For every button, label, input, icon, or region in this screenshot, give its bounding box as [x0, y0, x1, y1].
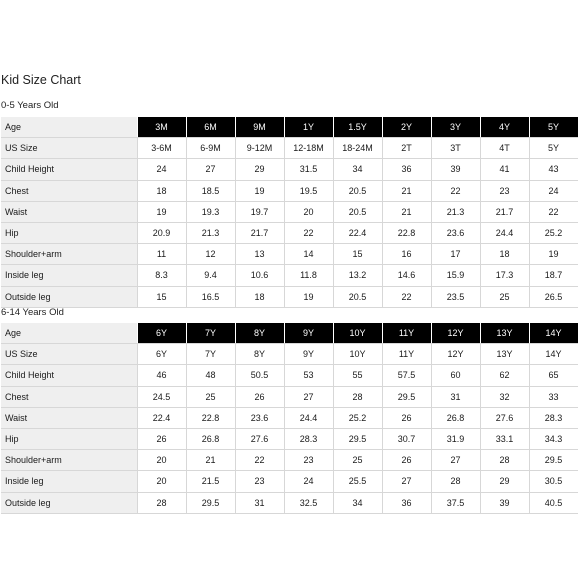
table-cell: 22 [235, 450, 284, 471]
page-title: Kid Size Chart [1, 73, 81, 87]
table-cell: 24.5 [137, 386, 186, 407]
row-label: Chest [1, 386, 137, 407]
table-cell: 17 [431, 244, 480, 265]
table-cell: 29.5 [333, 428, 382, 449]
table-cell: 25 [480, 286, 529, 307]
table-cell: 22 [431, 180, 480, 201]
size-table-0-5-years [1, 117, 578, 308]
table-cell: 13.2 [333, 265, 382, 286]
table-cell: 26.8 [431, 407, 480, 428]
table-cell: 18 [480, 244, 529, 265]
table-cell: 12Y [431, 344, 480, 365]
table-cell: 26 [137, 428, 186, 449]
table-row [1, 201, 578, 222]
table-cell: 28 [137, 492, 186, 513]
row-label: Outside leg [1, 286, 137, 307]
table-cell: 23.6 [235, 407, 284, 428]
table-cell: 13Y [480, 344, 529, 365]
column-header: 13Y [480, 323, 529, 344]
table-cell: 25.2 [529, 222, 578, 243]
table-cell: 21.5 [186, 471, 235, 492]
table-row [1, 180, 578, 201]
table-cell: 19 [235, 180, 284, 201]
table-cell: 21.3 [431, 201, 480, 222]
table-cell: 18 [137, 180, 186, 201]
table-cell: 28 [333, 386, 382, 407]
table-cell: 39 [480, 492, 529, 513]
table-cell: 26.5 [529, 286, 578, 307]
row-label: Hip [1, 428, 137, 449]
table-cell: 7Y [186, 344, 235, 365]
table-header-row [1, 117, 578, 138]
table-cell: 36 [382, 159, 431, 180]
column-header: 2Y [382, 117, 431, 138]
table-cell: 34 [333, 492, 382, 513]
row-label: Shoulder+arm [1, 244, 137, 265]
table-cell: 19.7 [235, 201, 284, 222]
table-cell: 20 [137, 471, 186, 492]
table-cell: 3T [431, 138, 480, 159]
table-cell: 19.5 [284, 180, 333, 201]
table-cell: 9-12M [235, 138, 284, 159]
table-cell: 39 [431, 159, 480, 180]
table-cell: 37.5 [431, 492, 480, 513]
table-cell: 23 [480, 180, 529, 201]
table-cell: 31.5 [284, 159, 333, 180]
table-cell: 10.6 [235, 265, 284, 286]
column-header: 6M [186, 117, 235, 138]
table-cell: 31 [431, 386, 480, 407]
table-cell: 40.5 [529, 492, 578, 513]
table-cell: 27 [431, 450, 480, 471]
table-cell: 23.6 [431, 222, 480, 243]
table-cell: 15 [333, 244, 382, 265]
table-cell: 28.3 [529, 407, 578, 428]
table-cell: 6-9M [186, 138, 235, 159]
table-cell: 8Y [235, 344, 284, 365]
table-cell: 15.9 [431, 265, 480, 286]
table-row [1, 428, 578, 449]
table-cell: 14 [284, 244, 333, 265]
table-row [1, 222, 578, 243]
table-cell: 20.5 [333, 201, 382, 222]
column-header: 3Y [431, 117, 480, 138]
column-header: 10Y [333, 323, 382, 344]
section-title-6-14-years: 6-14 Years Old [1, 307, 64, 318]
table-cell: 25 [186, 386, 235, 407]
row-label: Inside leg [1, 471, 137, 492]
table-row [1, 492, 578, 513]
table-cell: 20 [284, 201, 333, 222]
column-header: 8Y [235, 323, 284, 344]
column-header: 1Y [284, 117, 333, 138]
table-cell: 5Y [529, 138, 578, 159]
table-row [1, 471, 578, 492]
table-cell: 20.9 [137, 222, 186, 243]
table-cell: 43 [529, 159, 578, 180]
column-header: 5Y [529, 117, 578, 138]
table-cell: 22 [529, 201, 578, 222]
table-cell: 34.3 [529, 428, 578, 449]
table-cell: 21.7 [235, 222, 284, 243]
table-cell: 26.8 [186, 428, 235, 449]
table-cell: 29 [235, 159, 284, 180]
table-cell: 18.5 [186, 180, 235, 201]
table-cell: 8.3 [137, 265, 186, 286]
table-cell: 27.6 [480, 407, 529, 428]
table-cell: 14.6 [382, 265, 431, 286]
column-header: 4Y [480, 117, 529, 138]
table-cell: 9.4 [186, 265, 235, 286]
row-label: Child Height [1, 159, 137, 180]
table-cell: 32.5 [284, 492, 333, 513]
table-cell: 13 [235, 244, 284, 265]
table-cell: 31.9 [431, 428, 480, 449]
table-cell: 25.2 [333, 407, 382, 428]
table-cell: 30.7 [382, 428, 431, 449]
table-cell: 33.1 [480, 428, 529, 449]
table-cell: 26 [382, 407, 431, 428]
table-cell: 28 [480, 450, 529, 471]
table-cell: 28 [431, 471, 480, 492]
table-cell: 27.6 [235, 428, 284, 449]
table-cell: 22.8 [382, 222, 431, 243]
column-header: 11Y [382, 323, 431, 344]
table-cell: 28.3 [284, 428, 333, 449]
table-cell: 24.4 [480, 222, 529, 243]
table-row [1, 450, 578, 471]
table-cell: 20.5 [333, 180, 382, 201]
column-header: 6Y [137, 323, 186, 344]
row-label: Inside leg [1, 265, 137, 286]
table-cell: 46 [137, 365, 186, 386]
table-cell: 22 [382, 286, 431, 307]
table-cell: 19 [137, 201, 186, 222]
table-cell: 16 [382, 244, 431, 265]
table-cell: 36 [382, 492, 431, 513]
table-cell: 6Y [137, 344, 186, 365]
row-label: Chest [1, 180, 137, 201]
table-cell: 33 [529, 386, 578, 407]
table-cell: 14Y [529, 344, 578, 365]
table-cell: 29.5 [186, 492, 235, 513]
table-cell: 11 [137, 244, 186, 265]
table-cell: 22.4 [333, 222, 382, 243]
column-header: 3M [137, 117, 186, 138]
table-cell: 3-6M [137, 138, 186, 159]
table-cell: 26 [235, 386, 284, 407]
table-cell: 55 [333, 365, 382, 386]
table-cell: 53 [284, 365, 333, 386]
table-cell: 22.4 [137, 407, 186, 428]
table-cell: 23 [284, 450, 333, 471]
table-row [1, 244, 578, 265]
table-cell: 2T [382, 138, 431, 159]
table-cell: 25 [333, 450, 382, 471]
table-cell: 57.5 [382, 365, 431, 386]
table-row [1, 265, 578, 286]
table-row [1, 365, 578, 386]
row-label: Child Height [1, 365, 137, 386]
table-row [1, 407, 578, 428]
table-cell: 27 [382, 471, 431, 492]
table-cell: 24 [284, 471, 333, 492]
row-label: Age [1, 117, 137, 138]
row-label: Waist [1, 407, 137, 428]
table-cell: 26 [382, 450, 431, 471]
table-cell: 19 [529, 244, 578, 265]
table-cell: 17.3 [480, 265, 529, 286]
row-label: Waist [1, 201, 137, 222]
table-header-row [1, 323, 578, 344]
row-label: Outside leg [1, 492, 137, 513]
column-header: 12Y [431, 323, 480, 344]
table-cell: 65 [529, 365, 578, 386]
table-row [1, 386, 578, 407]
section-title-0-5-years: 0-5 Years Old [1, 100, 59, 111]
table-row [1, 138, 578, 159]
table-cell: 21 [186, 450, 235, 471]
row-label: Shoulder+arm [1, 450, 137, 471]
table-cell: 18-24M [333, 138, 382, 159]
table-cell: 34 [333, 159, 382, 180]
column-header: 9Y [284, 323, 333, 344]
column-header: 14Y [529, 323, 578, 344]
table-cell: 22 [284, 222, 333, 243]
row-label: Hip [1, 222, 137, 243]
table-cell: 32 [480, 386, 529, 407]
row-label: US Size [1, 344, 137, 365]
table-cell: 62 [480, 365, 529, 386]
column-header: 9M [235, 117, 284, 138]
table-cell: 27 [284, 386, 333, 407]
table-cell: 15 [137, 286, 186, 307]
table-cell: 24 [529, 180, 578, 201]
table-cell: 48 [186, 365, 235, 386]
table-cell: 23.5 [431, 286, 480, 307]
table-cell: 31 [235, 492, 284, 513]
row-label: Age [1, 323, 137, 344]
table-cell: 24 [137, 159, 186, 180]
table-cell: 41 [480, 159, 529, 180]
table-cell: 23 [235, 471, 284, 492]
table-cell: 4T [480, 138, 529, 159]
table-cell: 30.5 [529, 471, 578, 492]
table-cell: 20.5 [333, 286, 382, 307]
table-cell: 18.7 [529, 265, 578, 286]
table-cell: 19 [284, 286, 333, 307]
column-header: 1.5Y [333, 117, 382, 138]
table-cell: 10Y [333, 344, 382, 365]
table-cell: 18 [235, 286, 284, 307]
table-cell: 16.5 [186, 286, 235, 307]
table-cell: 21 [382, 180, 431, 201]
table-cell: 21.7 [480, 201, 529, 222]
row-label: US Size [1, 138, 137, 159]
table-cell: 24.4 [284, 407, 333, 428]
table-cell: 11Y [382, 344, 431, 365]
size-table-6-14-years [1, 323, 578, 514]
table-row [1, 344, 578, 365]
table-cell: 29.5 [529, 450, 578, 471]
table-cell: 21.3 [186, 222, 235, 243]
table-cell: 9Y [284, 344, 333, 365]
table-cell: 22.8 [186, 407, 235, 428]
table-row [1, 286, 578, 307]
table-cell: 60 [431, 365, 480, 386]
table-cell: 27 [186, 159, 235, 180]
table-cell: 20 [137, 450, 186, 471]
table-cell: 12 [186, 244, 235, 265]
table-cell: 19.3 [186, 201, 235, 222]
table-cell: 50.5 [235, 365, 284, 386]
table-row [1, 159, 578, 180]
table-cell: 12-18M [284, 138, 333, 159]
table-cell: 29.5 [382, 386, 431, 407]
table-cell: 29 [480, 471, 529, 492]
table-cell: 25.5 [333, 471, 382, 492]
table-cell: 11.8 [284, 265, 333, 286]
table-cell: 21 [382, 201, 431, 222]
column-header: 7Y [186, 323, 235, 344]
